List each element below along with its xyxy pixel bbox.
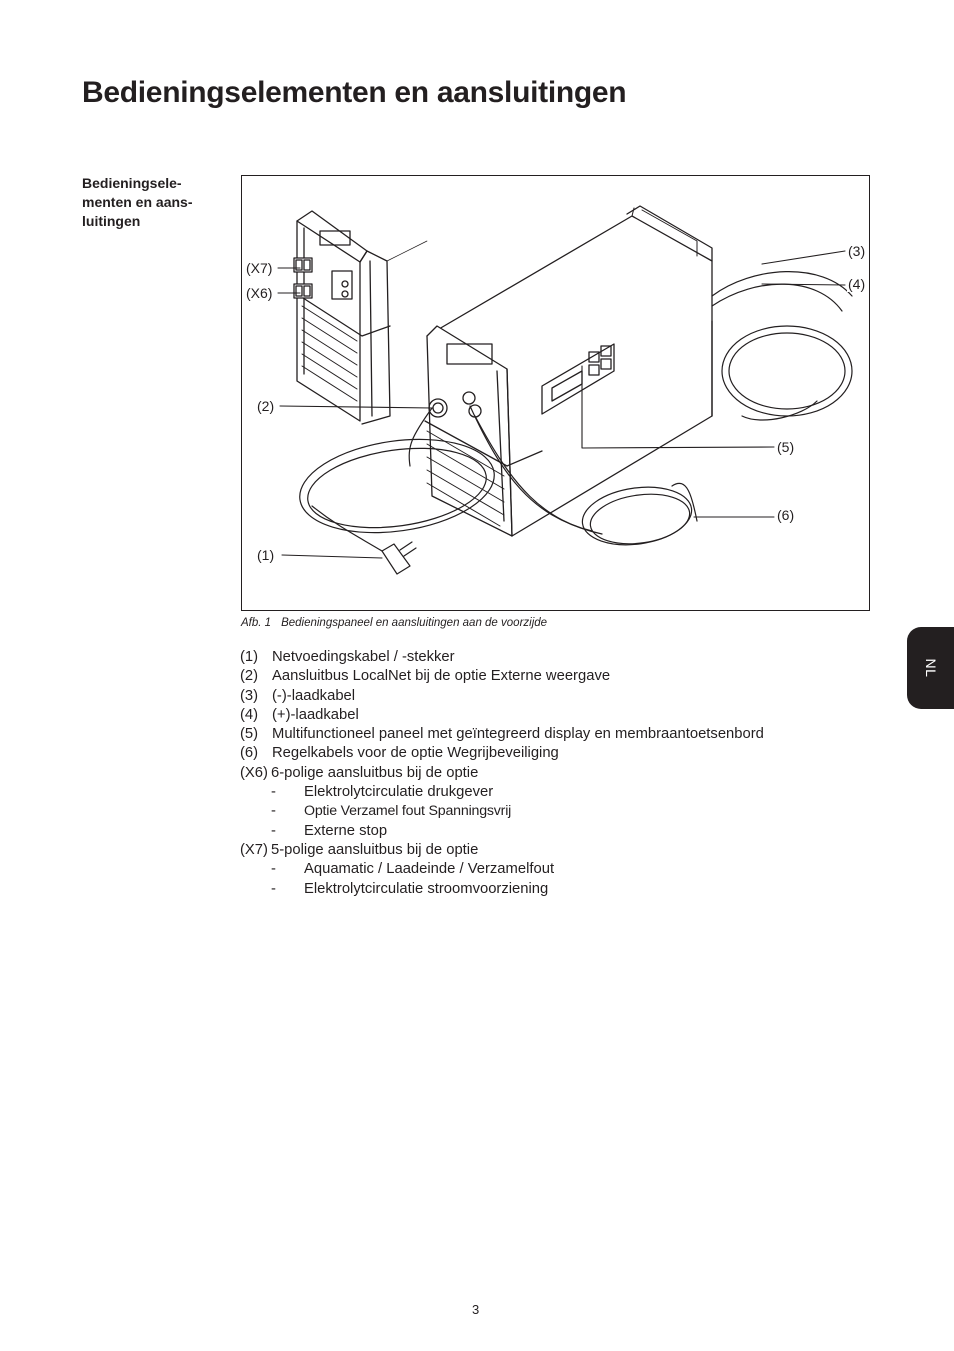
language-tab	[907, 627, 954, 709]
item-text: Regelkabels voor de optie Wegrijbeveiliging	[272, 745, 559, 762]
item-number: (1)	[240, 649, 259, 665]
item-text: 6-polige aansluitbus bij de optie	[271, 764, 479, 781]
caption-label: Afb. 1	[241, 617, 272, 629]
item-text: 5-polige aansluitbus bij de optie	[271, 841, 479, 858]
bullet-dash: -	[271, 861, 276, 878]
item-number: (3)	[240, 687, 259, 704]
item-number: (4)	[240, 706, 259, 723]
list-item	[240, 648, 880, 667]
item-number: (2)	[240, 668, 259, 685]
callout-3: (3)	[848, 243, 866, 259]
item-text: Multifunctioneel paneel met geïntegreerd display en membraantoetsenbord	[272, 726, 764, 743]
sub-item-text: Optie Verzamel fout Spanningsvrij	[304, 803, 512, 820]
page-number: 3	[472, 1302, 480, 1317]
figure-illustration	[241, 175, 870, 611]
callout-x6: (X6)	[246, 285, 273, 301]
sub-list-item	[240, 802, 880, 821]
item-number: (X6)	[240, 764, 268, 781]
callout-6: (6)	[777, 507, 795, 523]
callout-5: (5)	[777, 439, 795, 455]
sub-item-text: Elektrolytcirculatie stroomvoorziening	[304, 880, 549, 897]
bullet-dash: -	[271, 822, 276, 839]
sub-item-text: Aquamatic / Laadeinde / Verzamelfout	[304, 861, 555, 878]
figure-caption	[241, 617, 547, 629]
section-side-heading: Bedieningsele- menten en aans- luitingen	[82, 175, 193, 229]
list-item	[240, 744, 880, 763]
page-title: Bedieningselementen en aansluitingen	[82, 76, 627, 109]
item-text: Aansluitbus LocalNet bij de optie Externe weergave	[272, 668, 611, 685]
callout-x7: (X7)	[246, 260, 273, 276]
item-text: (-)-laadkabel	[272, 687, 356, 704]
sub-item-text: Externe stop	[304, 822, 388, 839]
list-item	[240, 687, 880, 706]
list-item-x6	[240, 764, 880, 783]
item-text: (+)-laadkabel	[272, 706, 359, 723]
sub-item-text: Elektrolytcirculatie drukgever	[304, 784, 494, 801]
charger-drawing	[242, 176, 870, 611]
item-text: Netvoedingskabel / -stekker	[272, 649, 455, 665]
list-item-x7	[240, 841, 880, 860]
bullet-dash: -	[271, 784, 276, 801]
main-unit-drawing	[425, 206, 712, 536]
legend-list	[240, 648, 880, 899]
sub-list-item	[240, 783, 880, 802]
side-unit-drawing	[294, 211, 427, 424]
item-number: (X7)	[240, 841, 268, 858]
language-tab-label: NL	[922, 658, 939, 678]
sub-list-item	[240, 880, 880, 899]
callout-2: (2)	[257, 398, 275, 414]
list-item	[240, 667, 880, 686]
list-item	[240, 706, 880, 725]
caption-text: Bedieningspaneel en aansluitingen aan de voorzijde	[281, 617, 548, 629]
item-number: (5)	[240, 726, 259, 743]
item-number: (6)	[240, 745, 259, 762]
callout-4: (4)	[848, 276, 866, 292]
bullet-dash: -	[271, 803, 276, 820]
bullet-dash: -	[271, 880, 276, 897]
sub-list-item	[240, 860, 880, 879]
list-item	[240, 725, 880, 744]
sub-list-item	[240, 822, 880, 841]
callout-1: (1)	[257, 547, 275, 563]
